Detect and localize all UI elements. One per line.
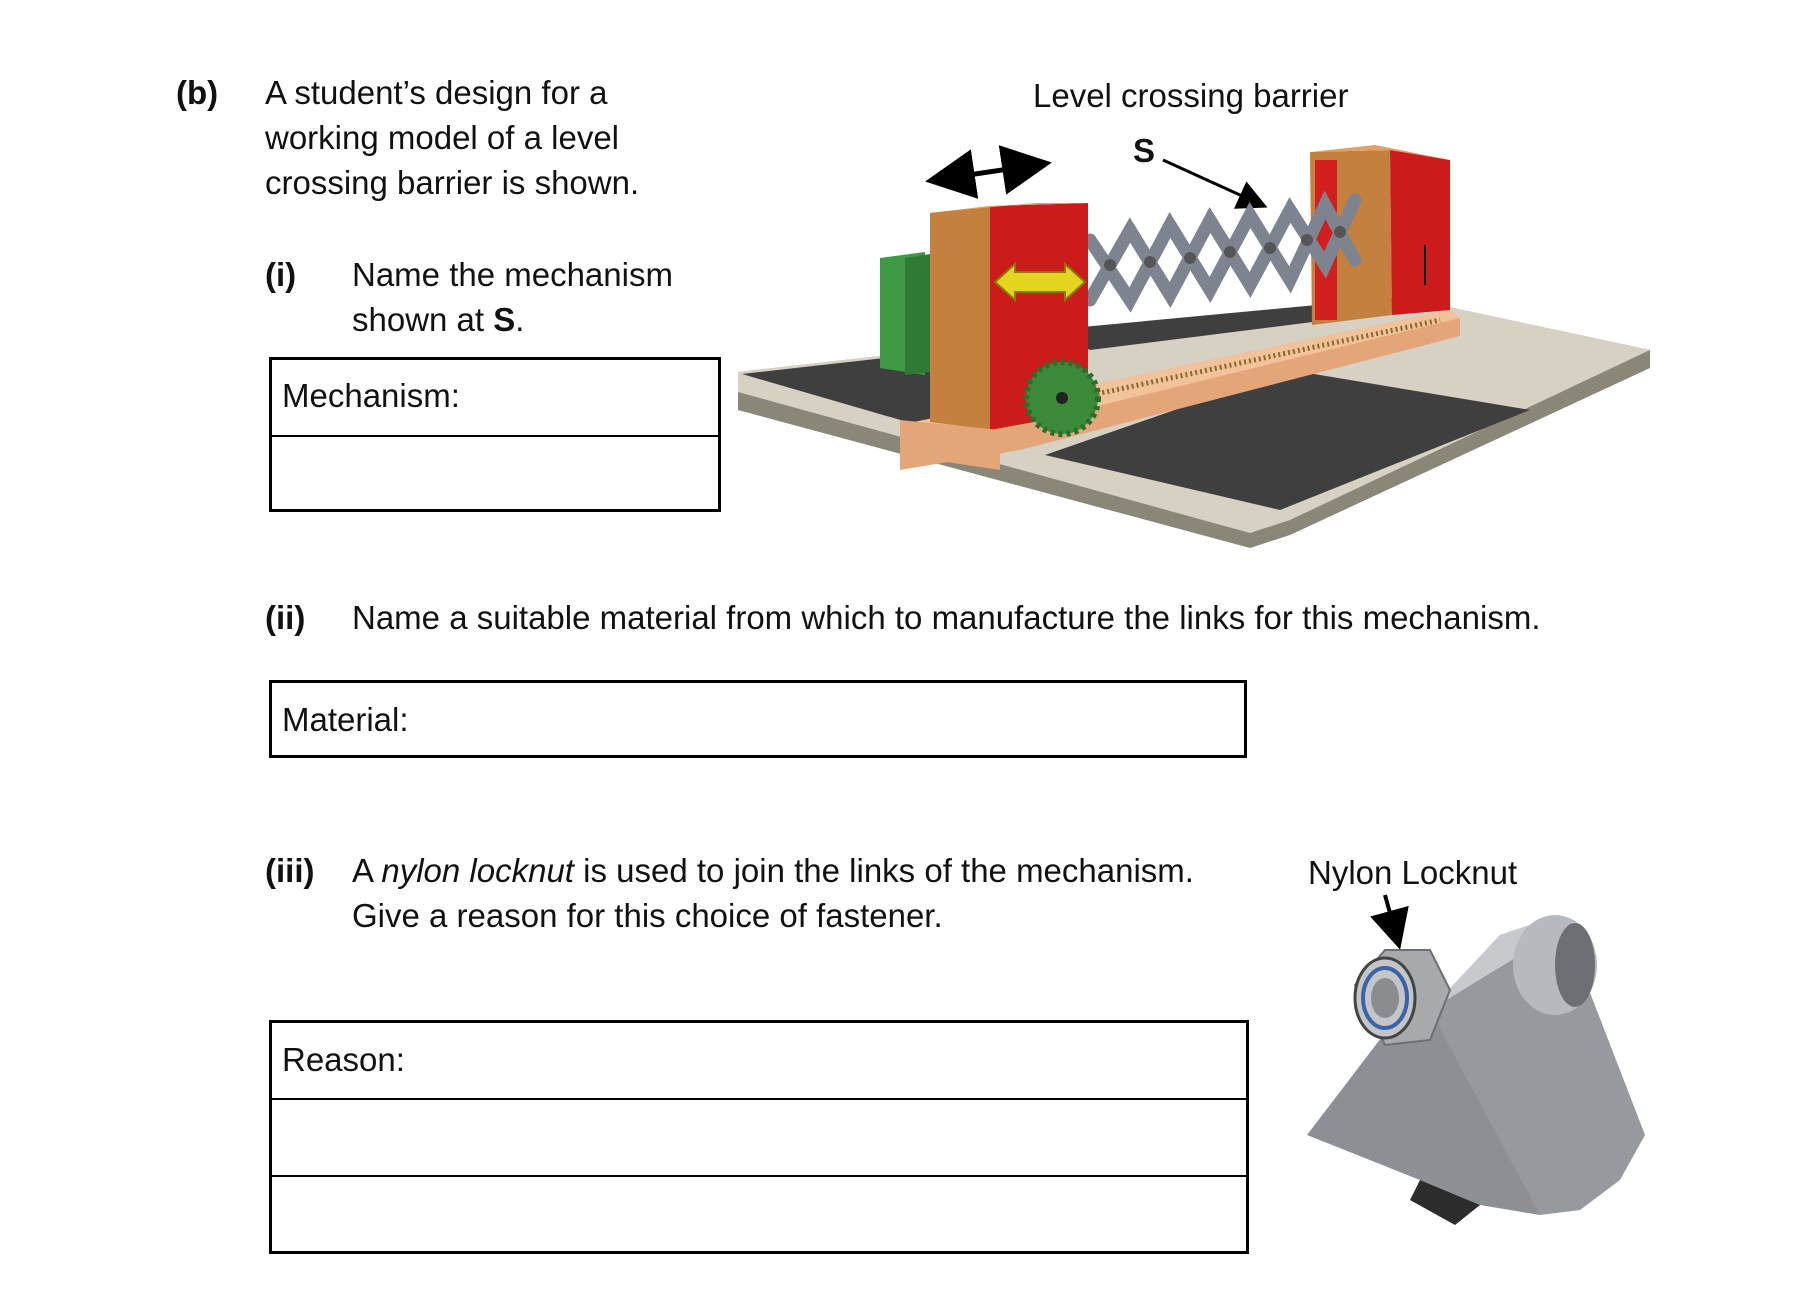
- intro-line-2: working model of a level: [265, 119, 620, 156]
- question-i-line-1: Name the mechanism: [352, 256, 673, 293]
- intro-line-3: crossing barrier is shown.: [265, 164, 640, 201]
- material-box-label: Material:: [282, 701, 409, 738]
- mechanism-box-label: Mechanism:: [282, 377, 460, 414]
- question-ii-label: (ii): [265, 599, 306, 636]
- question-i-line-2: shown at S.: [352, 301, 525, 338]
- locknut-pointer-arrow: [1385, 895, 1398, 942]
- s-marker-label: S: [1133, 132, 1156, 169]
- reason-box-label: Reason:: [282, 1041, 405, 1078]
- question-iii-line-1: A nylon locknut is used to join the links of the mechanism.: [352, 852, 1194, 889]
- question-iii-label: (iii): [265, 852, 315, 889]
- intro-line-1: A student’s design for a: [265, 74, 608, 111]
- barrier-figure-caption: Level crossing barrier: [1033, 77, 1349, 114]
- question-iii-line-2: Give a reason for this choice of fastener.: [352, 897, 943, 934]
- part-label: (b): [176, 74, 219, 111]
- question-ii-text: Name a suitable material from which to manufacture the links for this mechanism.: [352, 599, 1541, 636]
- question-i-label: (i): [265, 256, 297, 293]
- locknut-figure-caption: Nylon Locknut: [1308, 854, 1518, 891]
